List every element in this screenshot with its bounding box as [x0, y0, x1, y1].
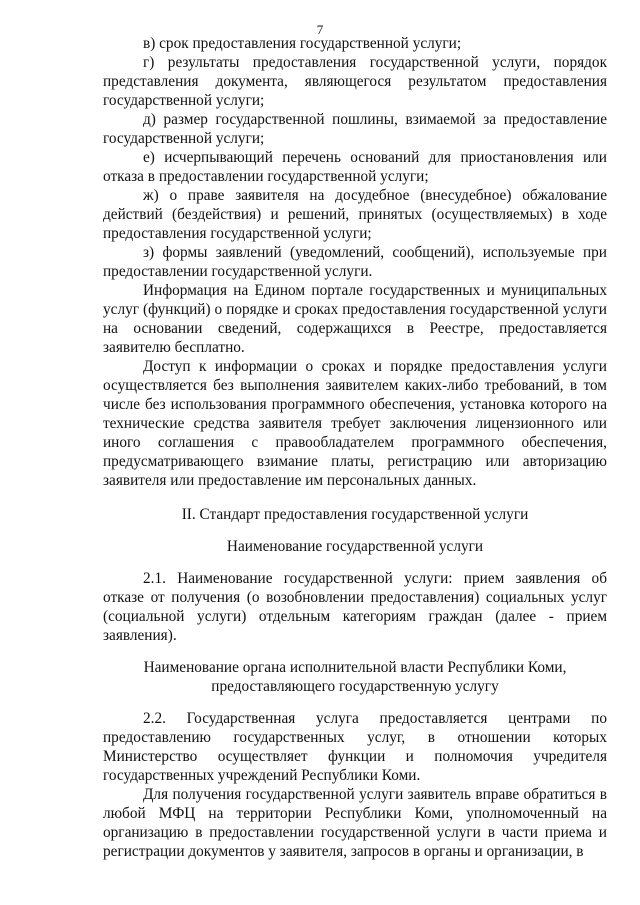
paragraph-item-zh: ж) о праве заявителя на досудебное (внесудебное) обжалование действий (бездействия) и решений, принятых (осуществляемых) в ходе предоставления государственной услуги; — [103, 187, 607, 242]
subheading-organ — [103, 658, 607, 696]
paragraph-2-1: 2.1. Наименование государственной услуги: прием заявления об отказе от получения (о возобновлении предоставления) социальных услуг (социальной услуги) отдельным категориям граждан (далее - прием заявления). — [103, 570, 607, 644]
subheading-organ-line1: Наименование органа исполнительной власти Республики Коми, — [143, 659, 567, 676]
page-number: 7 — [316, 22, 324, 37]
paragraph-item-e: е) исчерпывающий перечень оснований для приостановления или отказа в предоставлении государственной услуги; — [103, 149, 607, 185]
paragraph-mfc: Для получения государственной услуги заявитель вправе обратиться в любой МФЦ на территории Республики Коми, уполномоченный на организацию в предоставлении государственной услуги в части приема и регистрации документов у заявителя, запросов в органы и организации, в — [103, 786, 607, 860]
paragraph-item-v: в) срок предоставления государственной услуги; — [143, 35, 462, 52]
section-heading: II. Стандарт предоставления государственной услуги — [181, 506, 529, 523]
paragraph-portal-info: Информация на Едином портале государственных и муниципальных услуг (функций) о порядке и сроках предоставления государственной услуги на основании сведений, содержащихся в Реестре, предоставляется заявителю бесплатно. — [103, 282, 607, 356]
document-body — [103, 34, 607, 861]
subheading-service-name: Наименование государственной услуги — [226, 538, 484, 555]
paragraph-access-info: Доступ к информации о сроках и порядке предоставления услуги осуществляется без выполнения заявителем каких-либо требований, в том числе без использования программного обеспечения, установка которого на технические средства заявителя требует заключения лицензионного или иного соглашения с правообладателем программного обеспечения, предусматривающего взимание платы, регистрацию или авторизацию заявителя или предоставление им персональных данных. — [103, 358, 607, 489]
paragraph-item-z: з) формы заявлений (уведомлений, сообщений), используемые при предоставлении государственной услуги. — [103, 244, 607, 280]
paragraph-item-g: г) результаты предоставления государственной услуги, порядок представления документа, являющегося результатом предоставления государственной услуги; — [103, 54, 607, 109]
subheading-organ-line2: предоставляющего государственную услугу — [211, 678, 499, 695]
paragraph-item-d: д) размер государственной пошлины, взимаемой за предоставление государственной услуги; — [103, 111, 607, 147]
paragraph-2-2: 2.2. Государственная услуга предоставляется центрами по предоставлению государственных услуг, в отношении которых Министерство осуществляет функции и полномочия учредителя государственных учреждений Республики Коми. — [103, 710, 607, 784]
